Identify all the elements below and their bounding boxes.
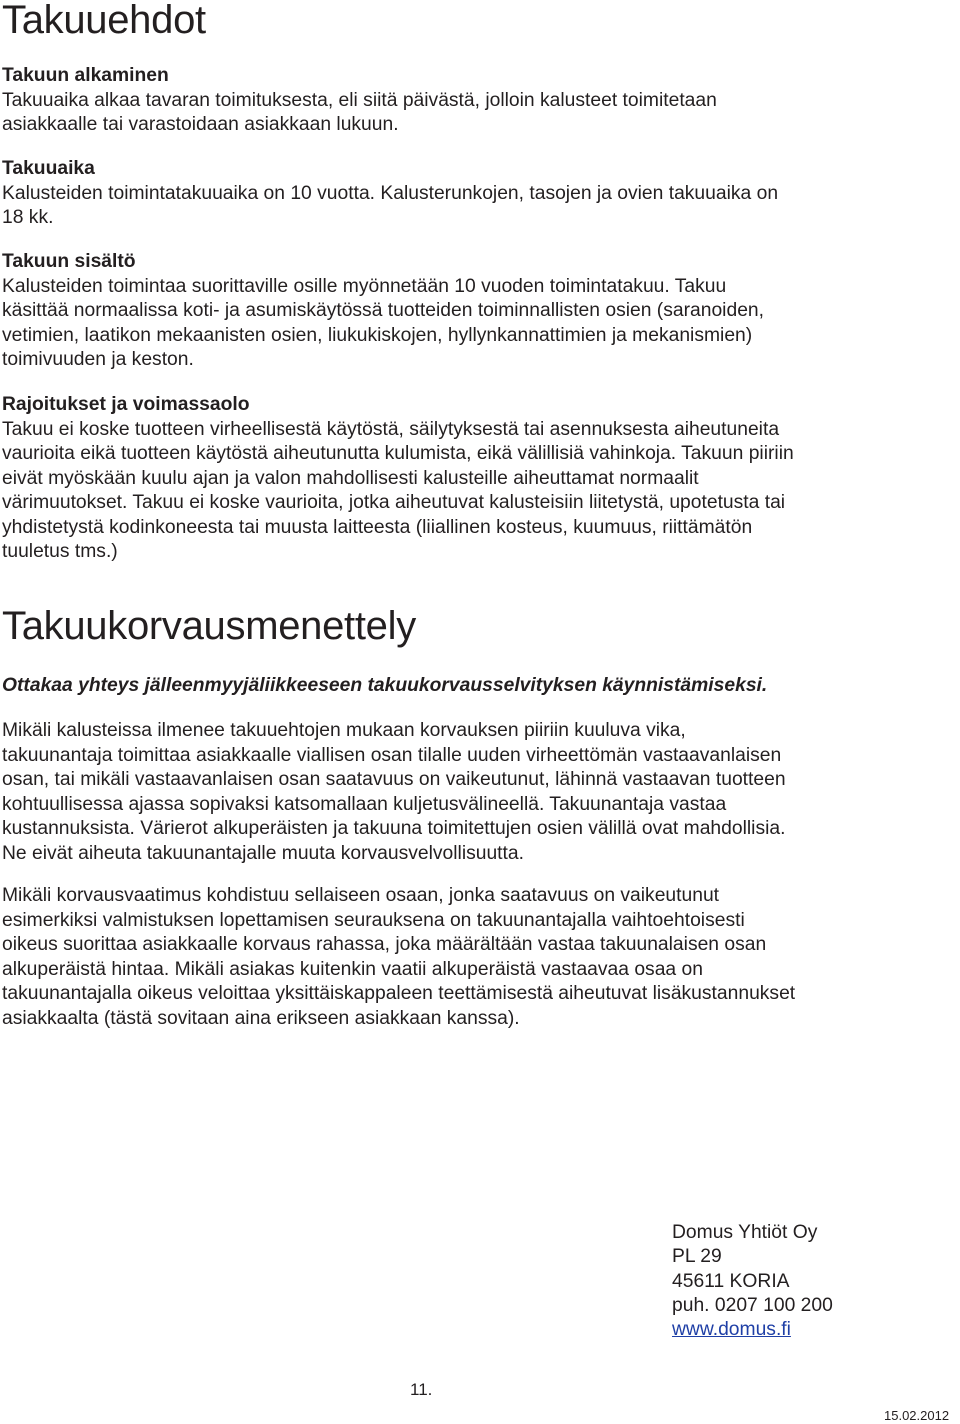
- section-heading: Rajoitukset ja voimassaolo: [2, 394, 250, 415]
- claims-paragraph-1: [2, 719, 942, 866]
- section-warranty-start: [2, 64, 942, 138]
- paragraph-line: vaurioita eikä tuotteen käytöstä aiheutunutta kulumista, eikä välillisiä vahinkoja. Takuun piiriin: [2, 443, 794, 464]
- paragraph-line: vetimien, laatikon mekaanisten osien, liukukiskojen, hyllynkannattimien ja mekanismien): [2, 324, 753, 346]
- paragraph-line: Ne eivät aiheuta takuunantajalle muuta korvausvelvollisuutta.: [2, 842, 524, 864]
- paragraph-line: Takuuaika alkaa tavaran toimituksesta, eli siitä päivästä, jolloin kalusteet toimitetaan: [2, 89, 717, 111]
- section-heading: Takuuaika: [2, 158, 95, 179]
- section-limitations: [2, 393, 942, 565]
- paragraph-line: Takuu ei koske tuotteen virheellisestä käytöstä, säilytyksestä tai asennuksesta aiheutuneita: [2, 418, 780, 440]
- paragraph-line: Kalusteiden toimintatakuuaika on 10 vuotta. Kalusterunkojen, tasojen ja ovien takuuaika on: [2, 182, 779, 204]
- section-warranty-period: [2, 157, 942, 231]
- paragraph-line: kohtuullisessa ajassa sopivaksi katsomallaan kuljetusvälineellä. Takuunantaja vastaa: [2, 793, 727, 815]
- paragraph-line: alkuperäistä hintaa. Mikäli asiakas kuitenkin vaatii alkuperäistä vastaavaa osaa on: [2, 958, 703, 980]
- company-address: [672, 1221, 833, 1342]
- paragraph-line: Kalusteiden toimintaa suorittaville osille myönnetään 10 vuoden toimintatakuu. Takuu: [2, 275, 727, 297]
- paragraph-line: kustannuksista. Värierot alkuperäisten ja takuuna toimitettujen osien välillä ovat mahdollisia.: [2, 818, 786, 839]
- document-date: 15.02.2012: [884, 1408, 950, 1423]
- claims-lead-text: Ottakaa yhteys jälleenmyyjäliikkeeseen takuukorvausselvityksen käynnistämiseksi.: [2, 675, 768, 696]
- paragraph-line: asiakkaalta (tästä sovitaan aina erikseen asiakkaan kanssa).: [2, 1007, 520, 1029]
- postal-address: 45611 KORIA: [672, 1270, 790, 1292]
- paragraph-line: osan, tai mikäli vastaavanlaisen osan saatavuus on vaikeutunut, lähinnä vastaavan tuotteen: [2, 769, 786, 790]
- paragraph-line: asiakkaalle tai varastoidaan asiakkaan lukuun.: [2, 114, 399, 135]
- paragraph-line: takuunantaja toimittaa asiakkaalle viallisen osan tilalle uuden virheettömän vastaavanlaisen: [2, 744, 782, 766]
- section-heading: Takuun alkaminen: [2, 65, 169, 86]
- phone-number: puh. 0207 100 200: [672, 1294, 833, 1316]
- company-name: Domus Yhtiöt Oy: [672, 1222, 818, 1243]
- paragraph-line: eivät myöskään kuulu ajan ja valon mahdollisesti kalusteille aiheuttamat normaalit: [2, 467, 699, 489]
- paragraph-line: toimivuuden ja keston.: [2, 349, 194, 370]
- paragraph-line: 18 kk.: [2, 207, 54, 228]
- paragraph-line: tuuletus tms.): [2, 541, 118, 562]
- paragraph-line: takuunantajalla oikeus veloittaa yksittäiskappaleen teettämisestä aiheutuvat lisäkustannukset: [2, 983, 796, 1004]
- page-title: Takuuehdot: [2, 0, 206, 42]
- paragraph-line: käsittää normaalissa koti- ja asumiskäytössä tuotteiden toiminnallisten osien (saranoiden,: [2, 300, 764, 321]
- paragraph-line: yhdistetystä kodinkoneesta tai muusta laitteesta (liiallinen kosteus, kuumuus, riittämätön: [2, 516, 753, 538]
- section-warranty-contents: [2, 250, 942, 373]
- page-number: 11.: [410, 1380, 433, 1399]
- claims-paragraph-2: [2, 884, 942, 1031]
- paragraph-line: oikeus suorittaa asiakkaalle korvaus rahassa, joka määrältään vastaa takuunalaisen osan: [2, 934, 767, 955]
- website-link[interactable]: www.domus.fi: [672, 1319, 791, 1341]
- paragraph-line: Mikäli korvausvaatimus kohdistuu sellaiseen osaan, jonka saatavuus on vaikeutunut: [2, 885, 720, 906]
- section-heading: Takuun sisältö: [2, 251, 136, 272]
- section-title-claims: Takuukorvausmenettely: [2, 604, 416, 648]
- paragraph-line: värimuutokset. Takuu ei koske vaurioita, jotka aiheutuvat kalusteisiin liitetystä, upotetusta tai: [2, 492, 786, 513]
- paragraph-line: esimerkiksi valmistuksen lopettamisen seurauksena on takuunantajalla vaihtoehtoisesti: [2, 909, 745, 931]
- po-box: PL 29: [672, 1246, 722, 1268]
- paragraph-line: Mikäli kalusteissa ilmenee takuuehtojen mukaan korvauksen piiriin kuuluva vika,: [2, 720, 686, 741]
